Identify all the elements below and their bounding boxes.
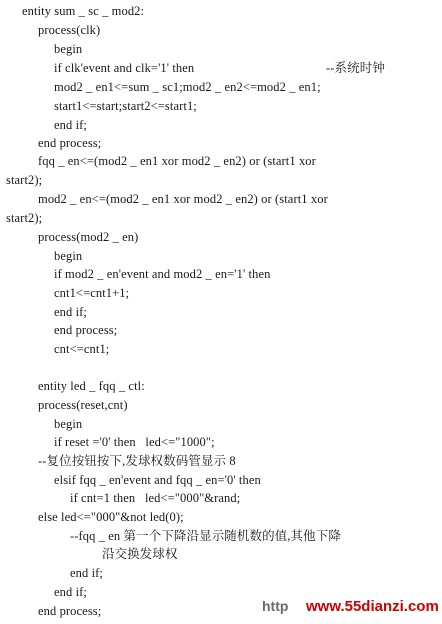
code-line: end if; (54, 305, 87, 319)
code-line: end if; (70, 566, 103, 580)
code-comment: 沿交换发球权 (102, 547, 178, 561)
code-line: cnt<=cnt1; (54, 342, 110, 356)
code-line: end process; (38, 136, 102, 150)
code-comment: --复位按钮按下,发球权数码管显示 8 (38, 454, 236, 468)
code-line: cnt1<=cnt1+1; (54, 286, 130, 300)
code-line: elsif fqq _ en'event and fqq _ en='0' then (54, 473, 261, 487)
code-line: entity sum _ sc _ mod2: (22, 4, 145, 18)
code-line: begin (54, 417, 83, 431)
code-line: else led<="000"&not led(0); (38, 510, 184, 524)
code-line: begin (54, 42, 83, 56)
code-line: end process; (38, 604, 102, 618)
code-line: end if; (54, 585, 87, 599)
code-line: process(clk) (38, 23, 101, 37)
code-line: end process; (54, 323, 118, 337)
code-comment: --系统时钟 (326, 61, 385, 75)
watermark-prefix: http (262, 598, 289, 614)
code-line: entity led _ fqq _ ctl: (38, 379, 145, 393)
code-line: end if; (54, 118, 87, 132)
code-line: start1<=start;start2<=start1; (54, 99, 197, 113)
code-line: if clk'event and clk='1' then (54, 61, 195, 75)
code-line: if reset ='0' then led<="1000"; (54, 435, 215, 449)
code-comment: --fqq _ en 第一个下降沿显示随机数的值,其他下降 (70, 529, 341, 543)
code-line: start2); (6, 173, 43, 187)
code-line: start2); (6, 211, 43, 225)
code-line: mod2 _ en1<=sum _ sc1;mod2 _ en2<=mod2 _ en1; (54, 80, 321, 94)
code-line: begin (54, 249, 83, 263)
code-line: fqq _ en<=(mod2 _ en1 xor mod2 _ en2) or (start1 xor (38, 154, 316, 168)
code-line: process(reset,cnt) (38, 398, 128, 412)
code-line: process(mod2 _ en) (38, 230, 139, 244)
code-line: if cnt=1 then led<="000"&rand; (70, 491, 241, 505)
watermark-site: www.55dianzi.com (306, 598, 439, 615)
code-line: mod2 _ en<=(mod2 _ en1 xor mod2 _ en2) or (start1 xor (38, 192, 328, 206)
code-line: if mod2 _ en'event and mod2 _ en='1' then (54, 267, 271, 281)
